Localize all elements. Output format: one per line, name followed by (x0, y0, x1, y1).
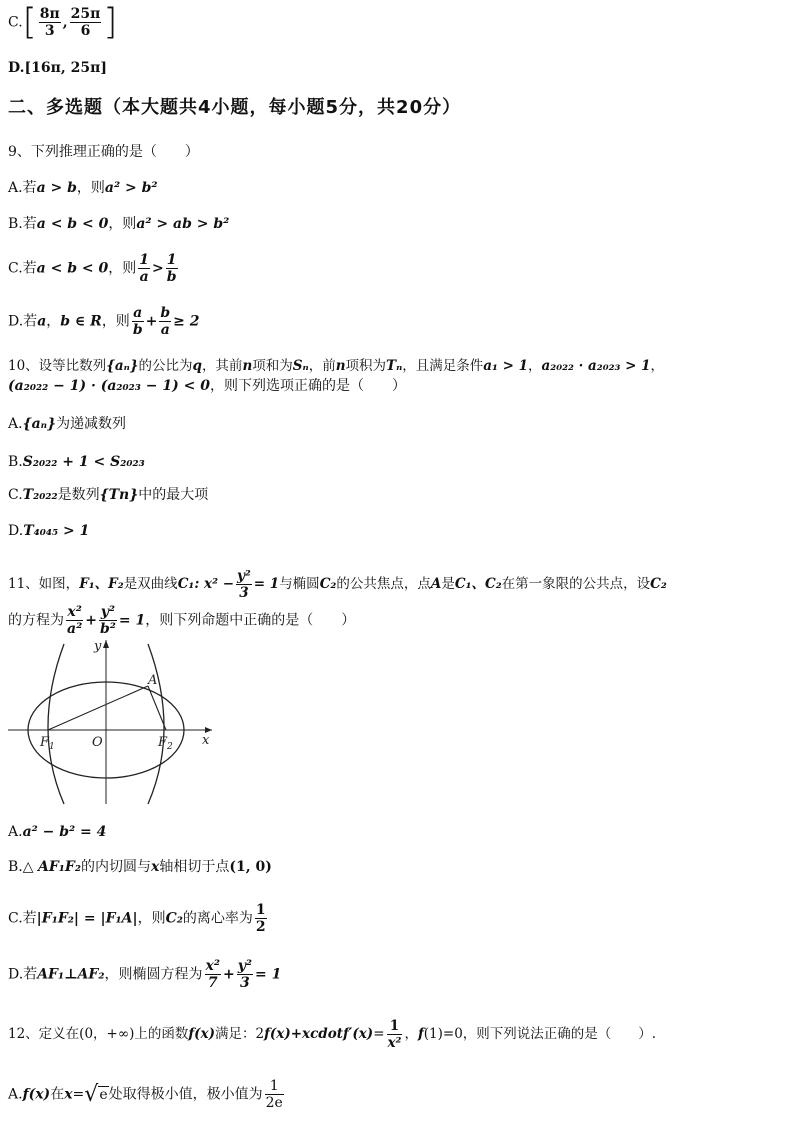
option-8d: D.[16π, 25π] (8, 60, 107, 76)
y-axis-arrow (103, 640, 109, 648)
radical-sign: √ (84, 1081, 99, 1107)
label-a: A (148, 673, 158, 688)
bracket-left: [ (22, 1, 37, 43)
fraction: $\frac{\text{x²}}{7}$ (205, 958, 220, 991)
fraction: $\frac{\text{y²}}{3}$ (237, 568, 251, 601)
q10-option-c: C.T₂₀₂₂是数列{Tn}中的最大项 (8, 487, 209, 503)
bracket-right: ] (103, 1, 118, 43)
q11-option-d: D.若AF₁⊥AF₂，则椭圆方程为 $\frac{\text{x²}}{7}$ + $\frac{\text{y²}}{3}$ = 1 (8, 958, 282, 991)
section-title: 二、多选题（本大题共4小题，每小题5分，共20分） (8, 97, 462, 118)
q10-option-b: B.S₂₀₂₂ + 1 < S₂₀₂₃ (8, 454, 145, 470)
fraction: $\frac{25\pi}{6}$ (70, 6, 101, 39)
label-o: O (92, 735, 103, 750)
ellipse-hyperbola-figure (6, 636, 216, 808)
q12-stem: 12、定义在(0，+∞)上的函数f(x)满足：2f(x)+xcdotf′(x)= $\frac{1}{\text{x²}}$ ，f(1)=0，则下列说法正确的是（ ）. (8, 1018, 657, 1051)
sqrt: √e (84, 1081, 108, 1107)
q12-option-a: A.f(x)在x=√e处取得极小值，极小值为 $\frac{1}{2e}$ (8, 1078, 283, 1111)
q11-stem-line1: 11、如图，F₁、F₂是双曲线C₁: x² − $\frac{\text{y²}}{3}$ = 1与椭圆C₂的公共焦点，点A是C₁、C₂在第一象限的公共点，设C₂ (8, 568, 667, 601)
q10-option-d: D.T₄₀₄₅ > 1 (8, 523, 90, 539)
fraction: $\frac{1}{a}$ (139, 252, 149, 285)
q11-option-a: A.a² − b² = 4 (8, 824, 107, 840)
q9-stem: 9、下列推理正确的是（ ） (8, 144, 199, 160)
fraction: $\frac{1}{b}$ (166, 252, 177, 285)
q10-option-a: A.{aₙ}为递减数列 (8, 416, 127, 432)
q10-stem-line2: (a₂₀₂₂ − 1) · (a₂₀₂₃ − 1) < 0，则下列选项正确的是（ ） (8, 378, 406, 394)
q11-option-c: C.若|F₁F₂| = |F₁A|，则C₂的离心率为 $\frac{1}{2}$ (8, 902, 266, 935)
label-f1: $F_1$ (40, 735, 55, 752)
label-x: x (202, 733, 210, 748)
q11-stem-line2: 的方程为 $\frac{\text{x²}}{\text{a²}}$ + $\frac{\text{y²}}{\text{b²}}$ = 1，则下列命题中正确的是（ ） (8, 604, 356, 637)
fraction: $\frac{\text{y²}}{3}$ (237, 958, 252, 991)
segment-af1 (48, 686, 148, 730)
fraction: $\frac{\text{y²}}{\text{b²}}$ (99, 604, 116, 637)
q9-option-c: C.若a < b < 0，则 $\frac{1}{a}$ > $\frac{1}{b}$ (8, 252, 177, 285)
fraction: $\frac{1}{\text{x²}}$ (387, 1018, 402, 1051)
label-y: y (94, 639, 102, 654)
q9-option-b: B.若a < b < 0，则a² > ab > b² (8, 216, 230, 232)
q11-option-b: B.△ AF₁F₂的内切圆与x轴相切于点(1, 0) (8, 859, 272, 875)
q9-option-d: D.若a，b ∈ R，则 $\frac{a}{b}$ + $\frac{b}{a}$ ≥ 2 (8, 305, 200, 338)
option-8c: C.[ $\frac{8\pi}{3}$ , $\frac{25\pi}{6}$ ] (8, 1, 118, 43)
fraction: $\frac{1}{2}$ (255, 902, 266, 935)
fraction: $\frac{1}{2e}$ (265, 1078, 283, 1111)
label-f2: $F_2$ (158, 735, 173, 752)
fraction: $\frac{b}{a}$ (160, 305, 171, 338)
fraction: $\frac{8\pi}{3}$ (39, 6, 60, 39)
q9-option-a: A.若a > b，则a² > b² (8, 180, 158, 196)
fraction: $\frac{\text{x²}}{\text{a²}}$ (67, 604, 83, 637)
q10-stem-line1: 10、设等比数列{aₙ}的公比为q，其前n项和为Sₙ，前n项积为Tₙ，且满足条件a₁ > 1，a₂₀₂₂ · a₂₀₂₃ > 1， (8, 358, 665, 374)
fraction: $\frac{a}{b}$ (132, 305, 143, 338)
hyperbola-right-branch (148, 644, 164, 804)
